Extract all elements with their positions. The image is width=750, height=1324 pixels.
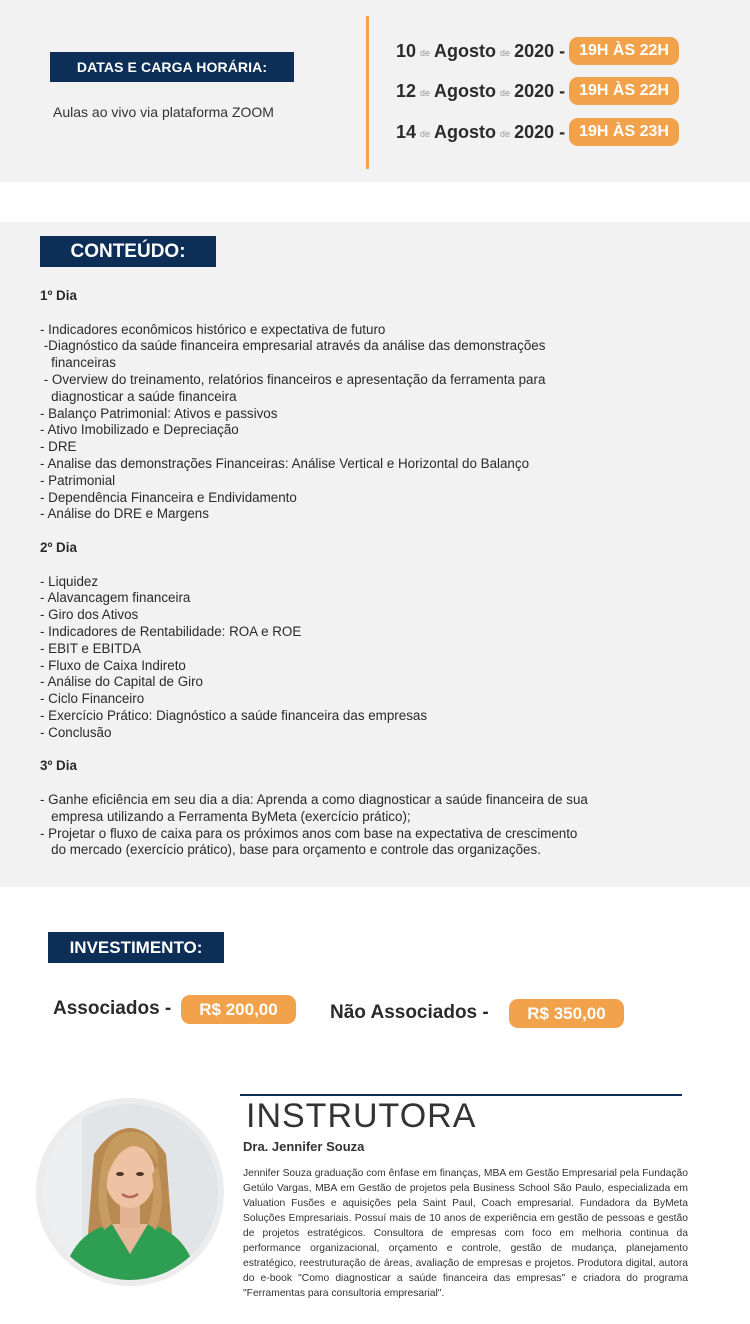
spacer: [40, 305, 690, 322]
content-item: - Balanço Patrimonial: Ativos e passivos: [40, 405, 278, 421]
content-item: do mercado (exercício prático), base para orçamento e controle das organizações.: [40, 842, 541, 858]
content-item: - Analise das demonstrações Financeiras: Análise Vertical e Horizontal do Balanço: [40, 455, 530, 471]
instructor-portrait-icon: [42, 1104, 218, 1280]
date-month: Agosto: [434, 80, 497, 101]
date-dash: -: [559, 80, 566, 101]
content-item: - Dependência Financeira e Endividamento: [40, 489, 297, 505]
content-item: - Análise do DRE e Margens: [40, 506, 209, 522]
content-item: - Conclusão: [40, 724, 112, 740]
date-day: 14: [396, 121, 417, 142]
day-title: 2º Dia: [40, 539, 77, 555]
date-dash: -: [559, 121, 566, 142]
schedule-label: DATAS E CARGA HORÁRIA:: [50, 52, 294, 82]
content-item: - DRE: [40, 439, 77, 455]
content-label: CONTEÚDO:: [40, 236, 216, 267]
content-item: diagnosticar a saúde financeira: [40, 388, 237, 404]
date-connector: de: [420, 88, 431, 98]
date-connector: de: [500, 48, 511, 58]
members-price-badge: R$ 200,00: [181, 995, 296, 1024]
content-item: - Overview do treinamento, relatórios financeiros e apresentação da ferramenta para: [40, 371, 546, 387]
content-item: -Diagnóstico da saúde financeira empresarial através da análise das demonstrações: [40, 338, 546, 354]
time-badge: 19H ÀS 22H: [569, 37, 679, 65]
date-month: Agosto: [434, 40, 497, 61]
date-row: [396, 77, 679, 105]
date-row: [396, 37, 679, 65]
content-item: - Ciclo Financeiro: [40, 691, 145, 707]
content-item: - Patrimonial: [40, 472, 116, 488]
content-item: - Exercício Prático: Diagnóstico a saúde financeira das empresas: [40, 707, 428, 723]
content-item: - Fluxo de Caixa Indireto: [40, 657, 186, 673]
content-item: empresa utilizando a Ferramenta ByMeta (exercício prático);: [40, 808, 411, 824]
date-day: 12: [396, 80, 417, 101]
date-year: 2020: [514, 80, 555, 101]
date-row: [396, 118, 679, 146]
spacer: [40, 742, 690, 759]
content-list: [40, 288, 690, 859]
non-members-label: Não Associados -: [330, 1002, 489, 1023]
investment-label: INVESTIMENTO:: [48, 932, 224, 963]
date-year: 2020: [514, 121, 555, 142]
date-connector: de: [420, 129, 431, 139]
date-connector: de: [420, 48, 431, 58]
date-year: 2020: [514, 40, 555, 61]
date-connector: de: [500, 129, 511, 139]
date-dash: -: [559, 40, 566, 61]
content-item: - Análise do Capital de Giro: [40, 674, 204, 690]
time-badge: 19H ÀS 22H: [569, 77, 679, 105]
day-title: 3º Dia: [40, 758, 77, 774]
content-item: - Alavancagem financeira: [40, 590, 191, 606]
content-item: financeiras: [40, 355, 116, 371]
instructor-divider: [240, 1094, 682, 1096]
schedule-divider: [366, 16, 369, 169]
platform-note: Aulas ao vivo via plataforma ZOOM: [53, 104, 274, 120]
content-item: - Indicadores econômicos histórico e expectativa de futuro: [40, 321, 386, 337]
day-title: 1º Dia: [40, 288, 77, 303]
content-item: - Liquidez: [40, 573, 99, 589]
instructor-photo: [42, 1104, 218, 1280]
date-month: Agosto: [434, 121, 497, 142]
spacer: [40, 775, 690, 792]
members-label: Associados -: [53, 998, 172, 1019]
instructor-name: Dra. Jennifer Souza: [243, 1139, 365, 1154]
content-item: - Ganhe eficiência em seu dia a dia: Aprenda a como diagnosticar a saúde financeira de sua: [40, 791, 588, 807]
content-item: - Indicadores de Rentabilidade: ROA e ROE: [40, 623, 302, 639]
content-item: - Giro dos Ativos: [40, 607, 139, 623]
content-item: - EBIT e EBITDA: [40, 640, 141, 656]
instructor-heading: INSTRUTORA: [246, 1097, 477, 1135]
content-item: - Ativo Imobilizado e Depreciação: [40, 422, 239, 438]
spacer: [40, 557, 690, 574]
content-item: - Projetar o fluxo de caixa para os próximos anos com base na expectativa de crescimento: [40, 825, 578, 841]
date-connector: de: [500, 88, 511, 98]
non-members-price-badge: R$ 350,00: [509, 999, 624, 1028]
date-day: 10: [396, 40, 417, 61]
spacer: [40, 523, 690, 540]
instructor-bio: Jennifer Souza graduação com ênfase em finanças, MBA em Gestão Empresarial pela Fundação Getúlo Vargas, MBA em Gestão de projetos pela Business School São Paulo, especializada em Valuation Fusões e aquisições pela Saint Paul, Coach empresarial. Fundadora da ByMeta Soluções Empresariais. Possuí mais de 10 anos de experiência em gestão de pessoas e gestão de projetos estratégicos. Consultora de empresas com foco em melhoria continua da performance organizacional, orçamento e controle, gestão de mudança, planejamento estratégico, reestruturação de áreas, avaliação de empresas e projetos. Produtora digital, autora do e-book "Como diagnosticar a saúde financeira das empresas" e criadora do programa "Ferramentas para consultoria empresarial".: [243, 1168, 688, 1299]
time-badge: 19H ÀS 23H: [569, 118, 679, 146]
